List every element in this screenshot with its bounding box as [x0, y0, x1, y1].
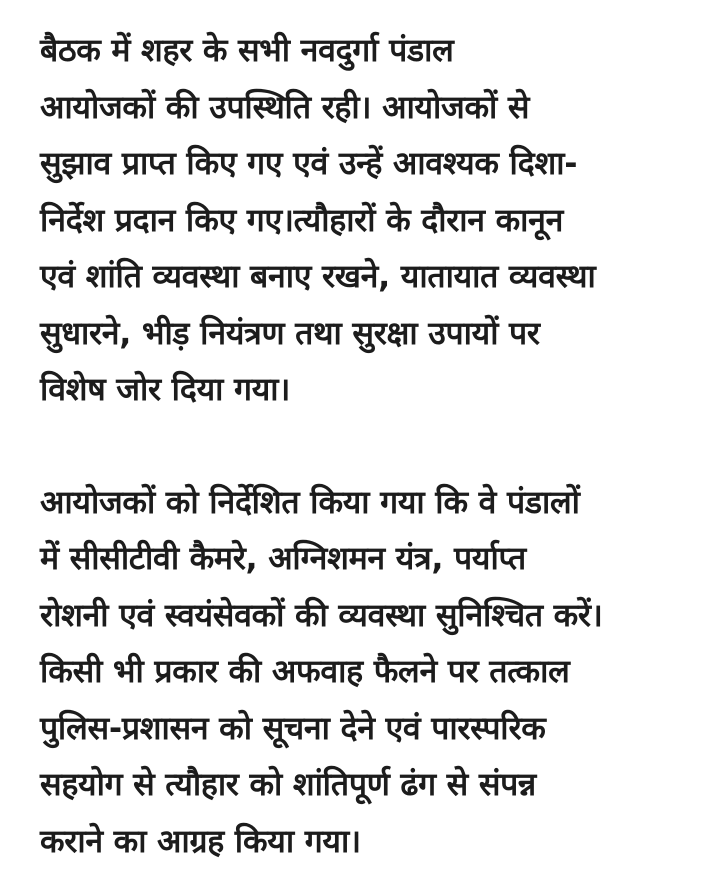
text-line: में सीसीटीवी कैमरे, अग्निशमन यंत्र, पर्याप्त	[40, 539, 526, 577]
text-line: विशेष जोर दिया गया।	[40, 370, 291, 408]
text-line: रोशनी एवं स्वयंसेवकों की व्यवस्था सुनिश्चित करें।	[40, 595, 603, 634]
text-line: एवं शांति व्यवस्था बनाए रखने, यातायात व्यवस्था	[40, 257, 596, 295]
text-line: कराने का आग्रह किया गया।	[40, 821, 361, 860]
text-line: निर्देश प्रदान किए गए।त्यौहारों के दौरान कानून	[40, 200, 564, 239]
text-line: सुझाव प्राप्त किए गए एवं उन्हें आवश्यक दिशा-	[40, 144, 578, 182]
text-line: सुधारने, भीड़ नियंत्रण तथा सुरक्षा उपायों पर	[40, 313, 540, 352]
paragraph-meeting-summary	[40, 22, 690, 418]
text-line: पुलिस-प्रशासन को सूचना देने एवं पारस्परिक	[40, 708, 546, 747]
text-line: किसी भी प्रकार की अफवाह फैलने पर तत्काल	[40, 652, 570, 690]
text-line: आयोजकों की उपस्थिति रही। आयोजकों से	[40, 87, 530, 126]
text-line: बैठक में शहर के सभी नवदुर्गा पंडाल	[40, 31, 454, 69]
paragraph-spacer	[40, 418, 690, 474]
text-line: आयोजकों को निर्देशित किया गया कि वे पंडालों	[40, 482, 580, 521]
text-line: सहयोग से त्यौहार को शांतिपूर्ण ढंग से संपन्न	[40, 765, 536, 803]
paragraph-organizer-instructions	[40, 474, 690, 869]
